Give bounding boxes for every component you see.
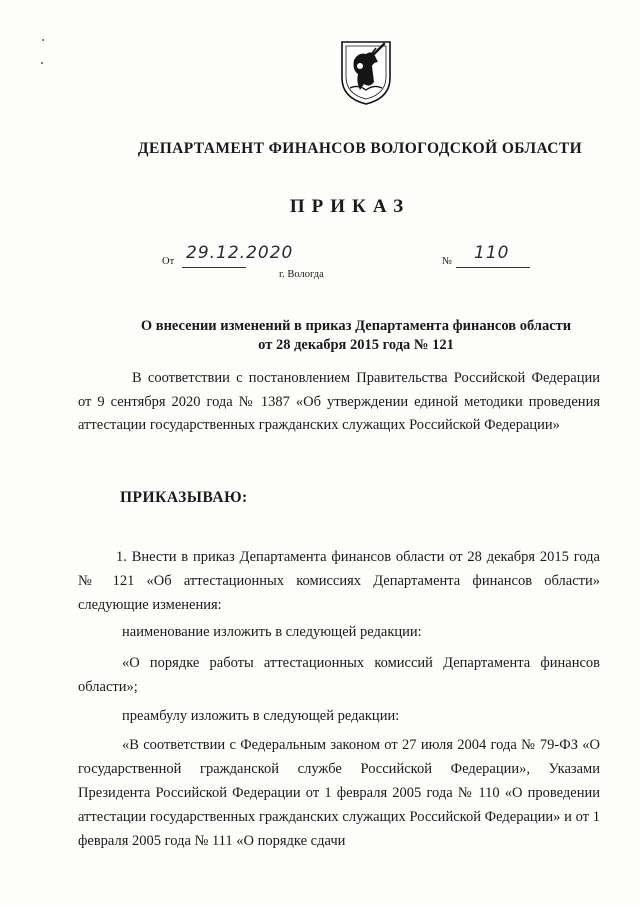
- subject-line-2: от 28 декабря 2015 года № 121: [258, 337, 454, 353]
- preamble-change-line: преамбулу изложить в следующей редакции:: [122, 708, 400, 724]
- number-handwritten: 110: [474, 243, 510, 263]
- number-label: №: [442, 256, 453, 267]
- city-label: г. Вологда: [279, 269, 324, 280]
- preamble-paragraph: В соответствии с постановлением Правительства Российской Федерации от 9 сентября 2020 года № 1387 «Об утверждении единой методики проведения аттестации государственных гражданских служащих Российской Федерации»: [78, 370, 600, 433]
- department-title: ДЕПАРТАМЕНТ ФИНАНСОВ ВОЛОГОДСКОЙ ОБЛАСТИ: [137, 140, 583, 157]
- scan-speck: [41, 62, 43, 64]
- scan-speck: [42, 39, 44, 41]
- item-1-paragraph: 1. Внести в приказ Департамента финансов области от 28 декабря 2015 года № 121 «Об аттестационных комиссиях Департамента финансов области» следующие изменения:: [78, 549, 600, 613]
- subject-line-1: О внесении изменений в приказ Департамента финансов области: [140, 318, 572, 334]
- date-handwritten: 29.12.2020: [186, 243, 294, 263]
- new-name-paragraph: «О порядке работы аттестационных комиссий Департамента финансов области»;: [78, 655, 600, 695]
- coat-of-arms-icon: [340, 38, 392, 106]
- order-word: ПРИКАЗЫВАЮ:: [120, 489, 248, 506]
- name-change-line: наименование изложить в следующей редакции:: [122, 624, 422, 640]
- new-preamble-paragraph: «В соответствии с Федеральным законом от 27 июля 2004 года № 79-ФЗ «О государственной гражданской службе Российской Федерации», Указами Президента Российской Федерации от 1 февраля 2005 года № 110 «О проведении аттестации государственных гражданских служащих Российской Федерации» и от 1 февраля 2005 года № 111 «О порядке сдачи: [78, 737, 600, 849]
- order-subject: [36, 317, 640, 355]
- order-title: ПРИКАЗ: [289, 196, 411, 217]
- date-label: От: [162, 256, 175, 267]
- number-underline: [456, 267, 530, 268]
- date-underline: [182, 267, 246, 268]
